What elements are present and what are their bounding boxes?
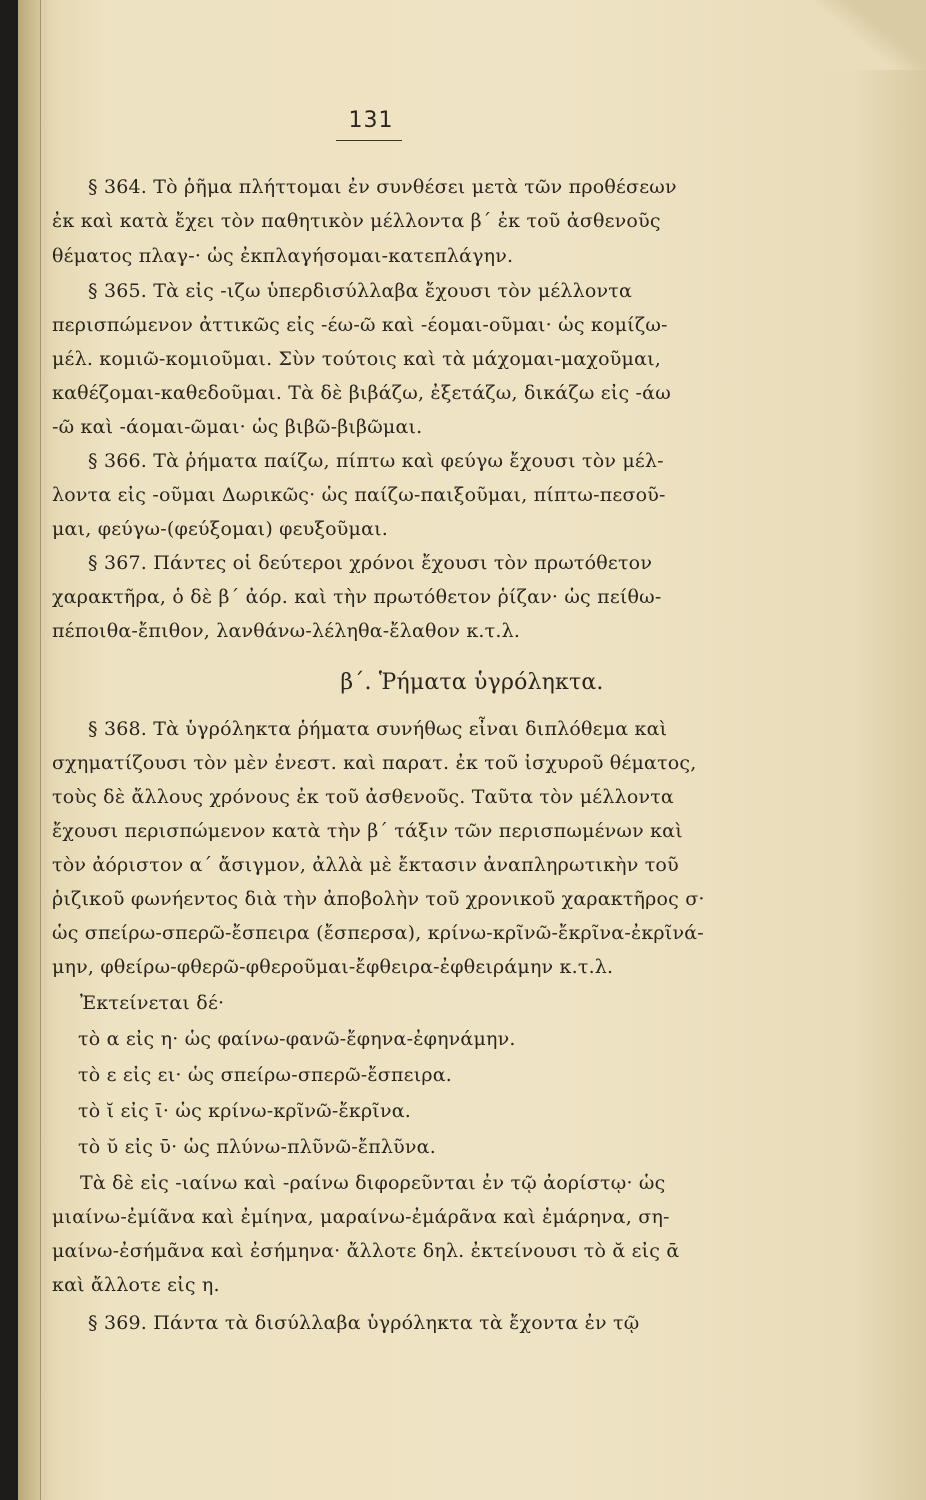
text-line: πέποιθα-ἔπιθον, λανθάνω-λέληθα-ἔλαθον κ.τ.λ. (52, 620, 521, 642)
text-line: Τὰ δὲ εἰς -ιαίνω καὶ -ραίνω διφορεῦνται ἐν τῷ ἀορίστῳ· ὡς (80, 1172, 666, 1194)
text-line: ὡς σπείρω-σπερῶ-ἔσπειρα (ἔσπερσα), κρίνω-κρῖνῶ-ἔκρῖνα-ἐκρῖνά- (52, 922, 704, 944)
text-line: μαι, φεύγω-(φεύξομαι) φευξοῦμαι. (52, 518, 388, 540)
text-line: § 368. Τὰ ὑγρόληκτα ῥήματα συνήθως εἶναι διπλόθεμα καὶ (88, 718, 668, 740)
text-line: μιαίνω-ἐμίᾶνα καὶ ἐμίηνα, μαραίνω-ἐμάρᾶνα καὶ ἐμάρηνα, ση- (52, 1206, 670, 1228)
text-line: τοὺς δὲ ἄλλους χρόνους ἐκ τοῦ ἀσθενοῦς. Ταῦτα τὸν μέλλοντα (52, 786, 674, 808)
text-line: -ῶ καὶ -άομαι-ῶμαι· ὡς βιβῶ-βιβῶμαι. (52, 416, 423, 438)
book-page (18, 0, 926, 1500)
page-corner (816, 0, 926, 70)
text-line: θέματος πλαγ-· ὡς ἐκπλαγήσομαι-κατεπλάγην. (52, 245, 514, 267)
text-line: μην, φθείρω-φθερῶ-φθεροῦμαι-ἔφθειρα-ἐφθειράμην κ.τ.λ. (52, 956, 614, 978)
example-line: τὸ ε εἰς ει· ὡς σπείρω-σπερῶ-ἔσπειρα. (78, 1064, 452, 1086)
text-line: § 369. Πάντα τὰ δισύλλαβα ὑγρόληκτα τὰ ἔχοντα ἐν τῷ (88, 1312, 640, 1334)
text-line: τὸν ἀόριστον α΄ ἄσιγμον, ἀλλὰ μὲ ἔκτασιν ἀναπληρωτικὴν τοῦ (52, 854, 679, 876)
text-line: ἔχουσι περισπώμενον κατὰ τὴν β΄ τάξιν τῶν περισπωμένων καὶ (52, 820, 683, 842)
example-line: τὸ α εἰς η· ὡς φαίνω-φανῶ-ἔφηνα-ἐφηνάμην. (78, 1028, 516, 1050)
section-heading: β΄. Ῥήματα ὑγρόληκτα. (340, 670, 604, 695)
text-line: καθέζομαι-καθεδοῦμαι. Τὰ δὲ βιβάζω, ἐξετάζω, δικάζω εἰς -άω (52, 382, 671, 404)
text-line: § 364. Τὸ ῥῆμα πλήττομαι ἐν συνθέσει μετὰ τῶν προθέσεων (88, 176, 677, 198)
text-line: χαρακτῆρα, ὁ δὲ β΄ ἀόρ. καὶ τὴν πρωτόθετον ῥίζαν· ὡς πείθω- (52, 586, 662, 608)
page-number-rule (336, 140, 402, 141)
binding-margin (18, 0, 41, 1500)
text-line: § 365. Τὰ εἰς -ιζω ὑπερδισύλλαβα ἔχουσι τὸν μέλλοντα (88, 280, 633, 302)
text-line: § 366. Τὰ ῥήματα παίζω, πίπτω καὶ φεύγω ἔχουσι τὸν μέλ- (88, 450, 664, 472)
text-line: περισπώμενον ἀττικῶς εἰς -έω-ῶ καὶ -έομαι-οῦμαι· ὡς κομίζω- (52, 314, 668, 336)
page-number: 131 (348, 108, 394, 133)
text-line: καὶ ἄλλοτε εἰς η. (52, 1274, 220, 1296)
text-line: ῥιζικοῦ φωνήεντος διὰ τὴν ἀποβολὴν τοῦ χρονικοῦ χαρακτῆρος σ· (52, 888, 705, 910)
example-line: τὸ ῠ εἰς ῡ· ὡς πλύνω-πλῦνῶ-ἔπλῦνα. (78, 1136, 436, 1158)
text-line: ἐκ καὶ κατὰ ἔχει τὸν παθητικὸν μέλλοντα β΄ ἐκ τοῦ ἀσθενοῦς (52, 210, 661, 232)
example-line: τὸ ῐ εἰς ῑ· ὡς κρίνω-κρῖνῶ-ἔκρῖνα. (78, 1100, 411, 1122)
text-line: σχηματίζουσι τὸν μὲν ἐνεστ. καὶ παρατ. ἐκ τοῦ ἰσχυροῦ θέματος, (52, 752, 697, 774)
text-line: λοντα εἰς -οῦμαι Δωρικῶς· ὡς παίζω-παιξοῦμαι, πίπτω-πεσοῦ- (52, 484, 666, 506)
text-line: Ἐκτείνεται δέ· (80, 992, 225, 1014)
text-line: μαίνω-ἐσήμᾶνα καὶ ἐσήμηνα· ἄλλοτε δηλ. ἐκτείνουσι τὸ ᾰ εἰς ᾱ (52, 1240, 680, 1262)
text-line: μέλ. κομιῶ-κομιοῦμαι. Σὺν τούτοις καὶ τὰ μάχομαι-μαχοῦμαι, (52, 348, 662, 370)
text-line: § 367. Πάντες οἱ δεύτεροι χρόνοι ἔχουσι τὸν πρωτόθετον (88, 552, 653, 574)
